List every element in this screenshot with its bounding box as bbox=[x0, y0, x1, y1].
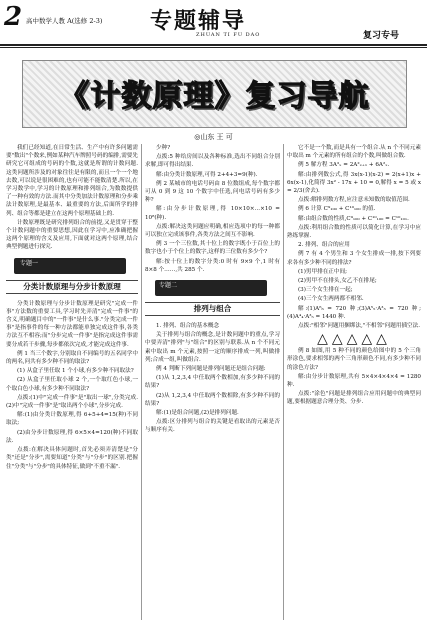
solution: 解:由分类计数原理,可得 2+4+3=9(种). bbox=[156, 171, 258, 178]
example: 例 3 一个三位数,其十位上的数字既小于百位上的数字也小于个位上的数字,这样的三位数有多少个? bbox=[145, 241, 280, 256]
article-banner bbox=[22, 60, 407, 128]
subheading: 2. 排列、组合的应用 bbox=[298, 242, 350, 249]
section-tag: 专题一 bbox=[20, 259, 39, 267]
solution: 解:按十位上的数字分类:0 时有 9×9 个,1 时有 8×8 个……,共 285 个. bbox=[145, 258, 280, 273]
paragraph: 我们已经知道,在日常生活、生产中有许多问题需要"数出"个数来,例如某种汽车牌照号码的编排,需要先研究它可组成的号码的个数,这就是所谓的计数问题.这类问题所涉及的对象往往是有限的,而且一个一个地去数,可以说是很困难的,也有可能不能数清楚.所以,在学习数学中,学习的计数原理和排列组合,为数数提供了一种有效的方法.而其中分类加法计数原理和分步乘法计数原理,是最基本、最重要的方法,后面所学的排列、组合等都是建立在这两个原理基础上的. bbox=[6, 145, 138, 217]
solution: 解:由分步计数原理,得 10×10×…×10 = 10⁸(种). bbox=[145, 206, 280, 221]
note: 点拨:利用组合数的性质可以简化计算,在学习中应熟练掌握. bbox=[287, 224, 421, 240]
paragraph: (2)从 1,2,3,4 中任取两个数相除,有多少种不同的结果? bbox=[145, 392, 280, 407]
section-heading-1 bbox=[6, 254, 138, 298]
note: 点拨:区分排列与组合的关键是看取出的元素是否与顺序有关. bbox=[145, 419, 280, 434]
section-title: 专题辅导 bbox=[150, 8, 247, 34]
section-subtitle: 排列与组合 bbox=[145, 302, 280, 316]
article-title: 《计数原理》复习导航 bbox=[59, 79, 370, 114]
example: 例 8 如图,用 5 种不同的颜色给图中的 5 个三角形涂色,要求相邻的两个三角形颜色不同,有多少种不同的涂色方法? bbox=[287, 348, 421, 371]
note: 点拨:5 种给房间以及各种标准,选出不同组合分别求解,即可得出结果. bbox=[145, 154, 280, 169]
subheading: 1. 排列、组合的基本概念 bbox=[156, 323, 220, 330]
note: 点拨:"涂色"问题是排列组合应用问题中的典型问题,要根据题意合理分类、分步. bbox=[287, 391, 421, 406]
column-divider bbox=[141, 144, 142, 620]
example: 例 5 解方程 3A³ₓ = 2A²ₓ₊₁ + 6A²ₓ. bbox=[298, 162, 390, 169]
solution: 解:由分步计数原理,共有 5×4×4×4×4 = 1280 种. bbox=[287, 373, 421, 389]
article-author: ◎山东 王 可 bbox=[194, 133, 233, 141]
solution: 解:(1)由分类计数原理,得 6+5+4=15(种)不同取法; bbox=[6, 412, 138, 427]
paragraph: (2) 从盒子里任取小球 2 个,一个取红色小球,一个取白色小球,有多少种不同取法? bbox=[6, 377, 138, 392]
column-2 bbox=[145, 144, 280, 622]
paragraph: (1)从 1,2,3,4 中任取两个数相加,有多少种不同的结果? bbox=[145, 375, 280, 390]
column-3 bbox=[287, 144, 421, 622]
note: 点拨:"相邻"问题用捆绑法,"不相邻"问题用插空法. bbox=[298, 323, 421, 330]
solution: 解:由排列数公式,得 3x(x-1)(x-2) = 2(x+1)x + 6x(x-1),化简得 3x² - 17x + 10 = 0,解得 x = 5 或 x = 2/3(舍去). bbox=[287, 171, 421, 195]
solution: 解:(1)是组合问题,(2)是排列问题. bbox=[156, 410, 239, 417]
paragraph: (4)三个女生两两都不相邻. bbox=[298, 296, 364, 303]
note: 点拨:(1)中"完成一件事"是"取出一球",分类完成.(2)中"完成一件事"是"取出两个小球",分步完成. bbox=[6, 394, 138, 410]
page-header bbox=[0, 0, 427, 52]
paragraph: 少种? bbox=[156, 145, 171, 151]
example: 例 2 某城市的电话号码由 8 位数组成,每个数字都可从 0 到 9 这 10 个数字中任选,问电话号码有多少种? bbox=[145, 180, 280, 204]
triangle-figure: △△△△△ bbox=[317, 331, 391, 348]
example: 例 4 判断下列问题是排列问题还是组合问题: bbox=[156, 366, 266, 373]
issue-label: 复习专号 bbox=[362, 31, 399, 41]
section-tag: 专题二 bbox=[159, 282, 178, 290]
paragraph: 计数原理既是研究排列组合的前提,又是贯穿于整个计数问题中的重要思想,因此在学习中,应准确把握这两个原理的含义及应用,下面就对这两个原理,结合典型例题进行探究. bbox=[6, 219, 138, 251]
example: 例 7 有 4 个男生和 3 个女生排成一排,按下列要求各有多少种不同的排法? bbox=[287, 251, 421, 266]
paragraph: 它不是一个数,而是具有一个组合.从 n 个不同元素中取出 m 个元素的所有组合的个数,叫做组合数. bbox=[287, 145, 421, 160]
header-rule bbox=[0, 44, 427, 46]
solution: 解:由组合数的性质,C⁹₁₀₀ + C¹⁰₁₀₀ = C¹⁰₁₀₁. bbox=[298, 215, 409, 222]
section-heading-2 bbox=[145, 276, 280, 320]
note: 点拨:解排列数方程,应注意未知数的取值范围. bbox=[298, 197, 410, 204]
paragraph: 分类计数原理与分步计数原理是研究"完成一件事"方法数的重要工具,学习时先弄清"完成一件事"的含义,明确题目中的"一件事"是什么事."分类完成一件事"是指事件的每一种方法都能单独完成这件事,各类方法互不相容;而"分步完成一件事"是指完成这件事需要分成若干步骤,每步都依次完成,才能完成这件事. bbox=[6, 300, 138, 348]
paragraph: (1) 从盒子里任取 1 个小球,有多少种不同取法? bbox=[17, 368, 134, 375]
column-1 bbox=[6, 144, 138, 622]
page-number: 2 bbox=[4, 2, 23, 32]
note: 点拨:在解决具体问题时,首先必须弄清楚是"分类"还是"分步",需要知道"分类"与"分步"的区别.把握住"分类"与"分步"的具体特征,做到"不重不漏". bbox=[6, 447, 138, 470]
example: 例 1 当三个数字,分别取自不同编号的五名同学中的两名,问共有多少种不同的取法? bbox=[6, 350, 138, 366]
paragraph: (3)三个女生排在一起; bbox=[298, 287, 353, 294]
section-subtitle: 分类计数原理与分步计数原理 bbox=[6, 280, 138, 294]
publication-label: 高中数学人教 A(选修 2-3) bbox=[26, 17, 103, 25]
section-pinyin: ZHUAN TI FU DAO bbox=[196, 32, 261, 38]
paragraph: (1)男甲排在正中间; bbox=[298, 268, 347, 275]
solution: 解:(1)A⁶₆ = 720 种;(3)A⁵₅·A³₃ = 720 种;(4)A⁴₄·A³₅ = 1440 种. bbox=[287, 305, 421, 320]
header-rule-thin bbox=[0, 47, 427, 48]
note: 点拨:解决这类问题应明确,相应选项中的每一种都可以独立完成该事件,各类方法之间互不影响. bbox=[145, 223, 280, 239]
column-divider bbox=[283, 144, 284, 620]
example: 例 6 计算 C⁹₁₀₀ + C¹⁰₁₀₀ 的值. bbox=[298, 206, 376, 213]
paragraph: (2)男甲不在排头,女乙不在排尾; bbox=[298, 278, 377, 285]
paragraph: 关于排列与组合的概念,是计数问题中的重点,学习中要弄清"排列"与"组合"的区别与联系.从 n 个不同元素中取出 m 个元素,按照一定的顺序排成一列,叫做排列;合成一组,叫做组合. bbox=[145, 332, 280, 363]
solution: (2)由分步计数原理,得 6×5×4=120(种)不同取法. bbox=[6, 429, 138, 444]
